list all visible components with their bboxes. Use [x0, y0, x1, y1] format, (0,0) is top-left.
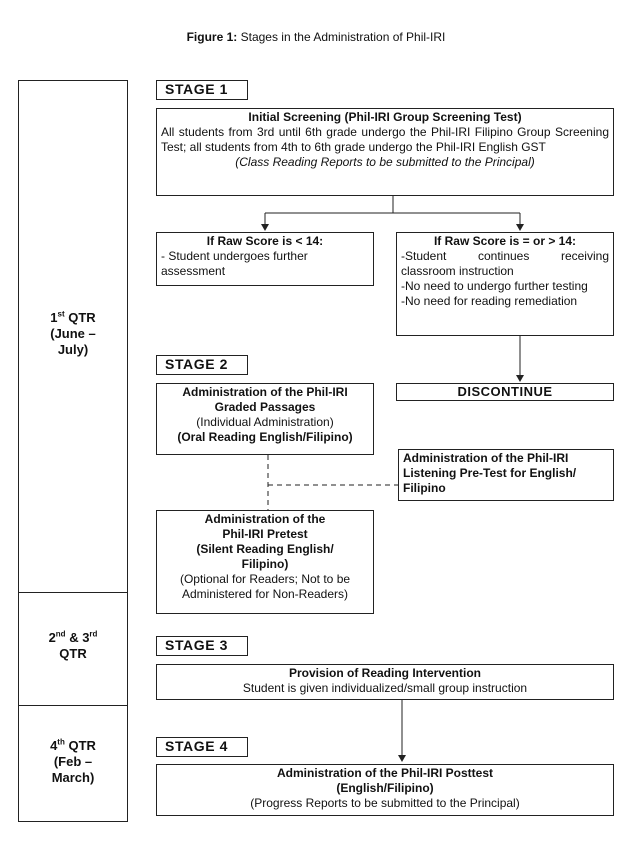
- graded-passages-mode: (Oral Reading English/Filipino): [177, 430, 353, 444]
- low-score-box: [156, 232, 374, 286]
- posttest-note: (Progress Reports to be submitted to the Principal): [250, 796, 520, 810]
- graded-passages-title-1: Administration of the Phil-IRI: [182, 385, 348, 399]
- screening-title: Initial Screening (Phil-IRI Group Screening Test): [248, 110, 522, 124]
- pretest-mode-2: Filipino): [241, 557, 289, 571]
- initial-screening-box: [156, 108, 614, 196]
- high-score-item: -Student continues receiving classroom instruction: [401, 249, 609, 278]
- pretest-mode-1: (Silent Reading English/: [196, 542, 334, 556]
- posttest-box: [156, 764, 614, 816]
- high-score-item: -No need to undergo further testing: [401, 279, 588, 293]
- quarter-2-3-label: 2nd & 3rd QTR: [48, 629, 98, 661]
- pretest-title-1: Administration of the: [204, 512, 326, 526]
- stage-1-label: STAGE 1: [156, 80, 248, 100]
- screening-note: (Class Reading Reports to be submitted to the Principal): [235, 155, 535, 169]
- posttest-title-2: (English/Filipino): [336, 781, 434, 795]
- graded-passages-sub: (Individual Administration): [196, 415, 334, 429]
- high-score-item: -No need for reading remediation: [401, 294, 578, 308]
- pretest-note-2: Administered for Non-Readers): [181, 587, 349, 601]
- low-score-body: - Student undergoes further assessment: [161, 249, 308, 278]
- high-score-title: If Raw Score is = or > 14:: [433, 234, 577, 248]
- high-score-box: [396, 232, 614, 336]
- stage-2-label: STAGE 2: [156, 355, 248, 375]
- stage-3-label: STAGE 3: [156, 636, 248, 656]
- posttest-title-1: Administration of the Phil-IRI Posttest: [276, 766, 493, 780]
- intervention-title: Provision of Reading Intervention: [288, 666, 482, 680]
- discontinue-box: DISCONTINUE: [396, 383, 614, 401]
- pretest-note-1: (Optional for Readers; Not to be: [179, 572, 351, 586]
- quarter-4-label: 4th QTR (Feb – March): [50, 737, 96, 785]
- figure-label: Figure 1:: [186, 30, 238, 44]
- graded-passages-title-2: Graded Passages: [214, 400, 316, 414]
- pretest-box: [156, 510, 374, 614]
- stage-4-label: STAGE 4: [156, 737, 248, 757]
- listening-pretest-box: [398, 449, 614, 501]
- screening-body: All students from 3rd until 6th grade undergo the Phil-IRI Filipino Group Screening Test; all students from 4th to 6th grade undergo the Phil-IRI English GST: [161, 125, 609, 154]
- intervention-box: [156, 664, 614, 700]
- low-score-title: If Raw Score is < 14:: [206, 234, 324, 248]
- figure-caption-text: Stages in the Administration of Phil-IRI: [240, 30, 446, 44]
- intervention-body: Student is given individualized/small group instruction: [242, 681, 528, 695]
- quarter-1-label: 1st QTR (June – July): [50, 309, 96, 357]
- listening-pretest-title: Administration of the Phil-IRI Listening Pre-Test for English/ Filipino: [403, 451, 577, 495]
- graded-passages-box: [156, 383, 374, 455]
- pretest-title-2: Phil-IRI Pretest: [222, 527, 308, 541]
